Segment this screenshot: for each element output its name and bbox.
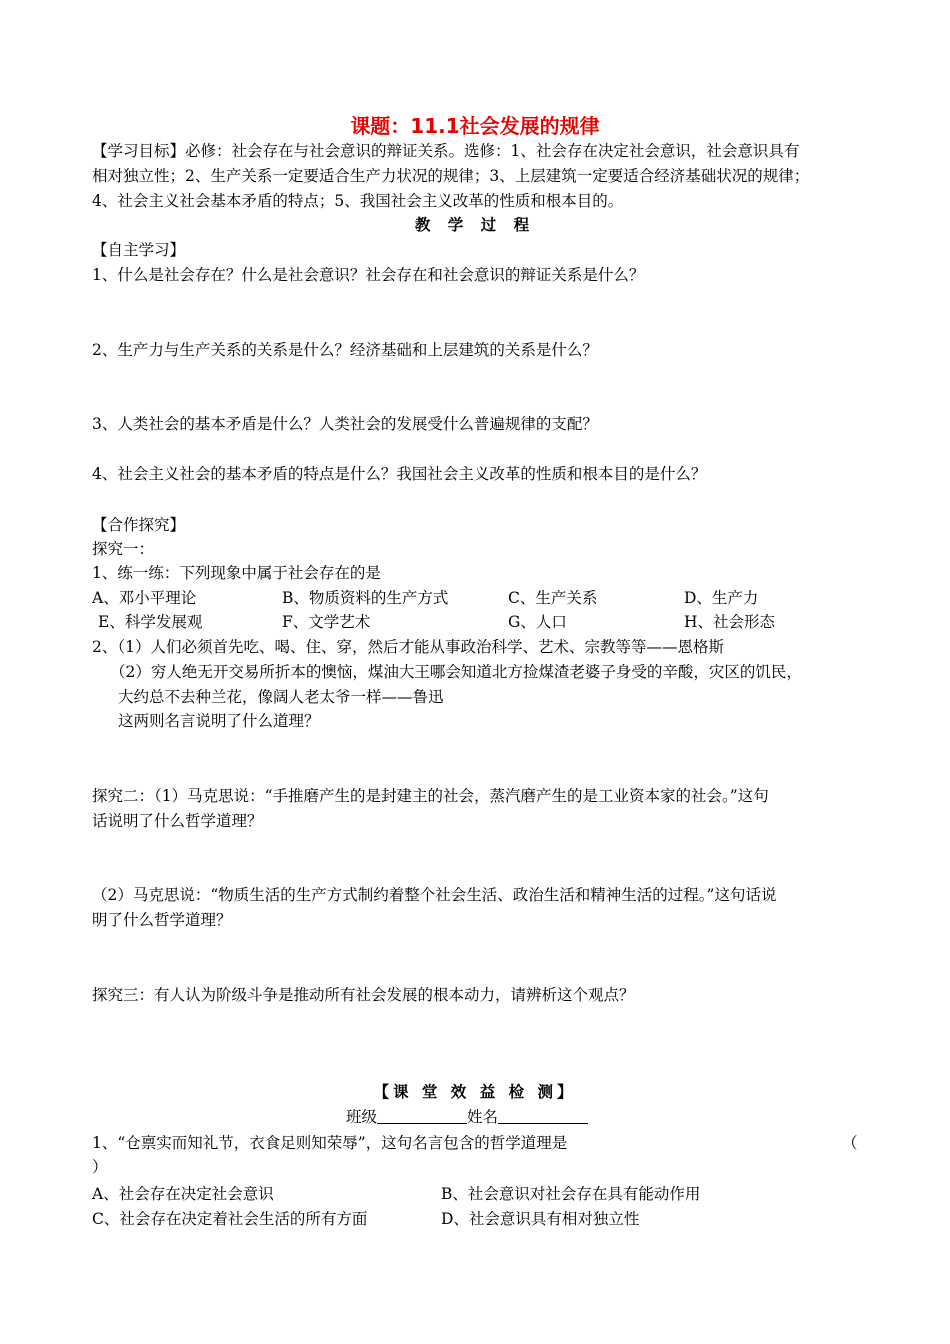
self-study-question-1: 1、什么是社会存在？什么是社会意识？社会存在和社会意识的辩证关系是什么？ <box>92 266 645 284</box>
option-e: E、科学发展观 <box>98 613 203 631</box>
self-study-question-3: 3、人类社会的基本矛盾是什么？人类社会的发展受什么普遍规律的支配？ <box>92 415 598 433</box>
test-option-b: B、社会意识对社会存在具有能动作用 <box>441 1185 701 1203</box>
option-b: B、物质资料的生产方式 <box>282 589 449 607</box>
option-d: D、生产力 <box>684 589 759 607</box>
test-heading: 【课 堂 效 益 检 测】 <box>373 1082 577 1101</box>
question-2-line-4: 这两则名言说明了什么道理？ <box>118 712 320 730</box>
option-h: H、社会形态 <box>684 613 776 631</box>
class-blank[interactable] <box>377 1107 467 1124</box>
question-2-line-2: （2）穷人绝无开交易所折本的懊恼，煤油大王哪会知道北方捡煤渣老婆子身受的辛酸，灾区的饥民， <box>110 663 802 681</box>
process-heading: 教 学 过 程 <box>414 215 536 234</box>
option-c: C、生产关系 <box>508 589 598 607</box>
class-label: 班级 <box>346 1108 378 1126</box>
page-title: 课题：11.1社会发展的规律 <box>350 114 600 138</box>
test-question-1: 1、“仓禀实而知礼节，衣食足则知荣辱”，这句名言包含的哲学道理是 <box>92 1134 568 1152</box>
objectives-line-2: 相对独立性；2、生产关系一定要适合生产力状况的规律；3、上层建筑一定要适合经济基础状况的规律； <box>92 167 810 185</box>
explore-2b-line-2: 明了什么哲学道理？ <box>92 911 232 929</box>
explore-3: 探究三：有人认为阶级斗争是推动所有社会发展的根本动力，请辨析这个观点？ <box>92 986 635 1004</box>
explore-2b-line-1: （2）马克思说：“物质生活的生产方式制约着整个社会生活、政治生活和精神生活的过程。”这句话说 <box>92 886 777 904</box>
self-study-question-4: 4、社会主义社会的基本矛盾的特点是什么？我国社会主义改革的性质和根本目的是什么？ <box>92 465 707 483</box>
self-study-heading: 【自主学习】 <box>92 241 186 259</box>
explore-1-label: 探究一： <box>92 540 155 558</box>
objectives-line-3: 4、社会主义社会基本矛盾的特点；5、我国社会主义改革的性质和根本目的。 <box>92 192 624 210</box>
option-g: G、人口 <box>508 613 567 631</box>
test-option-a: A、社会存在决定社会意识 <box>92 1185 274 1203</box>
test-option-d: D、社会意识具有相对独立性 <box>441 1210 640 1228</box>
answer-paren-open: （ <box>842 1134 858 1152</box>
self-study-question-2: 2、生产力与生产关系的关系是什么？经济基础和上层建筑的关系是什么？ <box>92 341 598 359</box>
explore-2-line-2: 话说明了什么哲学道理？ <box>92 812 263 830</box>
answer-paren-close: ） <box>92 1158 108 1176</box>
question-2-line-1: 2、（1）人们必须首先吃、喝、住、穿，然后才能从事政治科学、艺术、宗教等等——恩格斯 <box>92 638 724 656</box>
name-blank[interactable] <box>498 1107 588 1124</box>
objectives-line-1: 【学习目标】必修：社会存在与社会意识的辩证关系。选修：1、社会存在决定社会意识，社会意识具有 <box>92 142 800 160</box>
test-option-c: C、社会存在决定着社会生活的所有方面 <box>92 1210 368 1228</box>
class-name-row <box>346 1105 588 1129</box>
explore-2-line-1: 探究二：（1）马克思说：“手推磨产生的是封建主的社会，蒸汽磨产生的是工业资本家的社会。”这句 <box>92 787 769 805</box>
cooperative-heading: 【合作探究】 <box>92 516 186 534</box>
name-label: 姓名 <box>467 1108 499 1126</box>
question-2-line-3: 大约总不去种兰花，像阔人老太爷一样——鲁迅 <box>118 688 444 706</box>
option-f: F、文学艺术 <box>282 613 371 631</box>
exercise-1: 1、练一练：下列现象中属于社会存在的是 <box>92 564 381 582</box>
option-a: A、邓小平理论 <box>92 589 197 607</box>
